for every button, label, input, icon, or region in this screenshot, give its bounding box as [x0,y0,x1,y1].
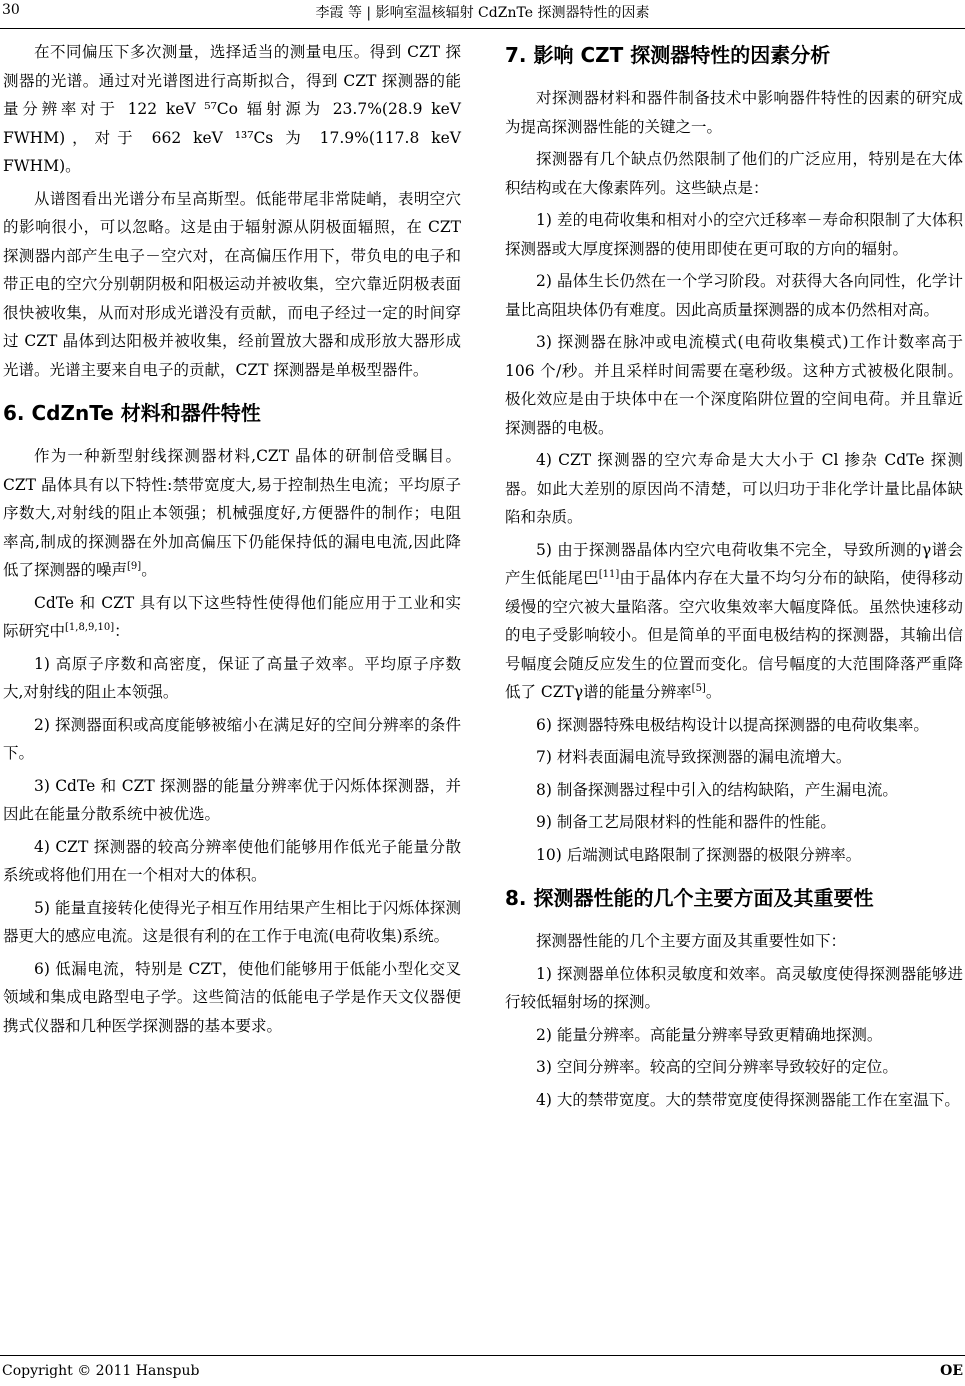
left-column [3,38,461,1044]
paragraph: CdTe 和 CZT 具有以下这些特性使得他们能应用于工业和实际研究中[1,8,9,10]： [3,593,461,640]
page-footer [0,1355,965,1386]
running-title: 李霞 等 | 影响室温核辐射 CdZnTe 探测器特性的因素 [315,5,650,21]
list-item: 5) 由于探测器晶体内空穴电荷收集不完全，导致所测的γ谱会产生低能尾巴[11]由于晶体内存在大量不均匀分布的缺陷，使得移动缓慢的空穴被大量陷落。空穴收集效率大幅度降低。虽然快速移动的电子受影响较小。但是简单的平面电极结构的探测器，其输出信号幅度会随反应发生的位置而变化。信号幅度的大范围降落严重降低了 CZTγ谱的能量分辨率[5]。 [505,540,963,701]
paragraph: 对探测器材料和器件制备技术中影响器件特性的因素的研究成为提高探测器性能的关键之一。 [505,89,963,136]
right-column [505,40,963,1118]
list-item: 2) 能量分辨率。高能量分辨率导致更精确地探测。 [536,1025,883,1044]
list-item: 4) CZT 探测器的较高分辨率使他们能够用作低光子能量分散系统或将他们用在一个相对大的体积。 [3,837,461,884]
list-item: 6) 低漏电流，特别是 CZT，使他们能够用于低能小型化交叉领域和集成电路型电子学。这些简洁的低能电子学是作天文仪器便携式仪器和几种医学探测器的基本要求。 [3,959,461,1035]
paragraph: 探测器性能的几个主要方面及其重要性如下： [536,932,847,950]
list-item: 4) CZT 探测器的空穴寿命是大大小于 Cl 掺杂 CdTe 探测器。如此大差别的原因尚不清楚，可以归功于非化学计量比晶体缺陷和杂质。 [505,451,963,526]
section-heading: 8. 探测器性能的几个主要方面及其重要性 [505,886,874,910]
list-item: 9) 制备工艺局限材料的性能和器件的性能。 [536,813,836,831]
list-item: 3) 空间分辨率。较高的空间分辨率导致较好的定位。 [536,1058,898,1076]
paragraph: 探测器有几个缺点仍然限制了他们的广泛应用，特别是在大体积结构或在大像素阵列。这些缺点是： [505,150,963,197]
page-number: 30 [2,2,20,18]
page-header [0,0,965,29]
list-item: 3) 探测器在脉冲或电流模式(电荷收集模式)工作计数率高于 106 个/秒。并且采样时间需要在毫秒级。这种方式被极化限制。极化效应是由于块体中在一个深度陷阱位置的空间电荷。并且靠近探测器的电极。 [505,333,963,437]
list-item: 10) 后端测试电路限制了探测器的极限分辨率。 [536,845,862,864]
list-item: 7) 材料表面漏电流导致探测器的漏电流增大。 [536,748,852,766]
section-heading: 7. 影响 CZT 探测器特性的因素分析 [505,43,831,67]
list-item: 6) 探测器特殊电极结构设计以提高探测器的电荷收集率。 [536,715,929,734]
list-item: 8) 制备探测器过程中引入的结构缺陷，产生漏电流。 [536,780,898,799]
list-item: 4) 大的禁带宽度。大的禁带宽度使得探测器能工作在室温下。 [536,1090,960,1109]
list-item: 1) 高原子序数和高密度，保证了高量子效率。平均原子序数大,对射线的阻止本领强。 [3,654,461,701]
list-item: 1) 探测器单位体积灵敏度和效率。高灵敏度使得探测器能够进行较低辐射场的探测。 [505,964,963,1011]
list-item: 2) 晶体生长仍然在一个学习阶段。对获得大各向同性，化学计量比高阻块体仍有难度。因此高质量探测器的成本仍然相对高。 [505,272,963,319]
journal-abbreviation: OE [940,1363,963,1379]
paragraph: 在不同偏压下多次测量，选择适当的测量电压。得到 CZT 探测器的光谱。通过对光谱图进行高斯拟合，得到 CZT 探测器的能量分辨率对于 122 keV ⁵⁷Co 辐射源为 23.7%(28.9 keV FWHM)，对于 662 keV ¹³⁷Cs 为 17.9%(117.8 keV FWHM)。 [3,43,461,175]
paragraph: 作为一种新型射线探测器材料,CZT 晶体的研制倍受瞩目。CZT 晶体具有以下特性:禁带宽度大,易于控制热生电流；平均原子序数大,对射线的阻止本领强；机械强度好,方便器件的制作；电阻率高,制成的探测器在外加高偏压下仍能保持低的漏电电流,因此降低了探测器的噪声[9]。 [3,447,461,579]
copyright-notice: Copyright © 2011 Hanspub [2,1363,200,1379]
list-item: 5) 能量直接转化使得光子相互作用结果产生相比于闪烁体探测器更大的感应电流。这是很有利的在工作于电流(电荷收集)系统。 [3,898,461,945]
paragraph: 从谱图看出光谱分布呈高斯型。低能带尾非常陡峭，表明空穴的影响很小，可以忽略。这是由于辐射源从阴极面辐照，在 CZT 探测器内部产生电子－空穴对，在高偏压作用下，带负电的电子和带正电的空穴分别朝阴极和阳极运动并被收集，空穴靠近阴极表面很快被收集，从而对形成光谱没有贡献，而电子经过一定的时间穿过 CZT 晶体到达阳极并被收集，经前置放大器和成形放大器形成光谱。光谱主要来自电子的贡献，CZT 探测器是单极型器件。 [3,189,461,379]
list-item: 1) 差的电荷收集和相对小的空穴迁移率－寿命积限制了大体积探测器或大厚度探测器的使用即使在更可取的方向的辐射。 [505,211,963,258]
list-item: 2) 探测器面积或高度能够被缩小在满足好的空间分辨率的条件下。 [3,715,461,762]
section-heading: 6. CdZnTe 材料和器件特性 [3,401,261,425]
list-item: 3) CdTe 和 CZT 探测器的能量分辨率优于闪烁体探测器，并因此在能量分散系统中被优选。 [3,776,461,823]
